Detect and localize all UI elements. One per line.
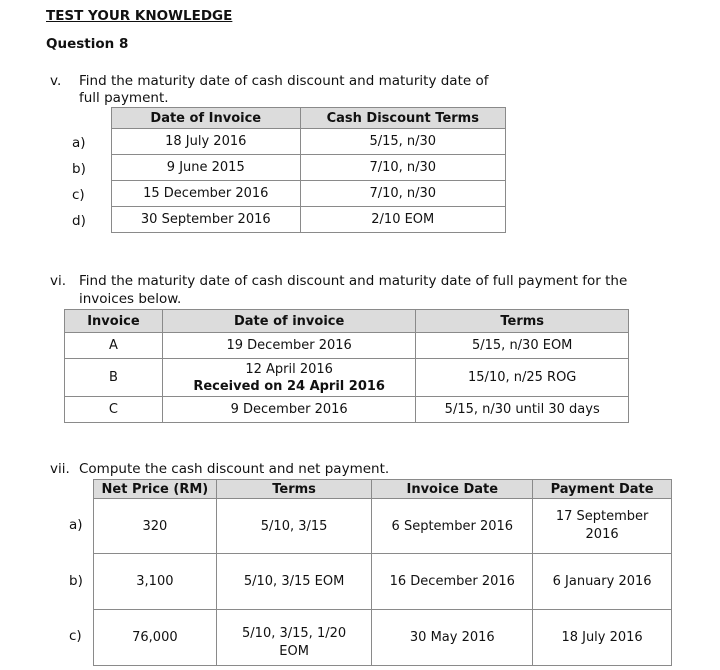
- table-row: [65, 397, 629, 423]
- payment-date-line1: 17 September: [555, 509, 649, 524]
- table-row: [112, 207, 506, 233]
- invoice-date-cell: 30 May 2016: [372, 610, 533, 666]
- terms-line1: 5/10, 3/15, 1/20: [242, 625, 347, 641]
- invoice-id-cell: C: [65, 397, 163, 423]
- section-v-table: [111, 107, 506, 233]
- header-net-price: Net Price (RM): [94, 480, 217, 499]
- section-v-instruction-line2: full payment.: [79, 90, 169, 106]
- terms-cell: [216, 610, 372, 666]
- terms-cell: 15/10, n/25 ROG: [416, 359, 629, 397]
- invoice-date-cell: 9 June 2015: [112, 155, 301, 181]
- header-invoice-date: Invoice Date: [372, 480, 533, 499]
- received-date-text: Received on 24 April 2016: [193, 378, 385, 394]
- row-label-a: a): [69, 517, 83, 533]
- invoice-id-cell: B: [65, 359, 163, 397]
- terms-cell: 5/15, n/30 until 30 days: [416, 397, 629, 423]
- header-invoice: Invoice: [65, 310, 163, 333]
- header-cash-discount-terms: Cash Discount Terms: [300, 108, 505, 129]
- section-vi-instruction-line1: Find the maturity date of cash discount and maturity date of full payment for the: [79, 273, 628, 289]
- invoice-date-cell: 15 December 2016: [112, 181, 301, 207]
- table-row: [112, 181, 506, 207]
- terms-cell: 5/15, n/30: [300, 129, 505, 155]
- row-label-c: c): [69, 628, 82, 644]
- invoice-date-cell: 18 July 2016: [112, 129, 301, 155]
- header-date-of-invoice: Date of invoice: [162, 310, 416, 333]
- payment-date-line2: 2016: [585, 527, 619, 542]
- section-vii-instruction-line1: Compute the cash discount and net payment.: [79, 461, 390, 477]
- invoice-date-text: 12 April 2016: [245, 361, 333, 377]
- section-vi-number: vi.: [50, 273, 67, 289]
- table-row: [112, 155, 506, 181]
- terms-cell: 7/10, n/30: [300, 155, 505, 181]
- table-row: [94, 499, 672, 554]
- invoice-date-cell: 9 December 2016: [162, 397, 416, 423]
- payment-date-cell: 6 January 2016: [533, 554, 672, 610]
- invoice-date-cell: 6 September 2016: [372, 499, 533, 554]
- net-price-cell: 320: [94, 499, 217, 554]
- header-date-of-invoice: Date of Invoice: [112, 108, 301, 129]
- question-label: Question 8: [46, 36, 129, 52]
- terms-line2: EOM: [279, 643, 309, 659]
- terms-cell: 2/10 EOM: [300, 207, 505, 233]
- section-vi-instruction-line2: invoices below.: [79, 291, 182, 307]
- table-row: [94, 610, 672, 666]
- terms-cell: 5/10, 3/15 EOM: [216, 554, 372, 610]
- payment-date-cell: [533, 499, 672, 554]
- invoice-date-cell: 19 December 2016: [162, 333, 416, 359]
- row-label-b: b): [72, 161, 86, 177]
- invoice-date-cell: [162, 359, 416, 397]
- table-row: [65, 333, 629, 359]
- section-vii-number: vii.: [50, 461, 70, 477]
- header-terms: Terms: [416, 310, 629, 333]
- row-label-b: b): [69, 573, 83, 589]
- payment-date-cell: 18 July 2016: [533, 610, 672, 666]
- invoice-date-cell: 30 September 2016: [112, 207, 301, 233]
- row-label-a: a): [72, 135, 86, 151]
- terms-cell: 5/15, n/30 EOM: [416, 333, 629, 359]
- table-row: [94, 554, 672, 610]
- net-price-cell: 76,000: [94, 610, 217, 666]
- section-vii-table: [93, 479, 672, 666]
- section-v-number: v.: [50, 73, 62, 89]
- section-v-instruction-line1: Find the maturity date of cash discount and maturity date of: [79, 73, 489, 89]
- invoice-date-cell: 16 December 2016: [372, 554, 533, 610]
- terms-cell: 5/10, 3/15: [216, 499, 372, 554]
- net-price-cell: 3,100: [94, 554, 217, 610]
- row-label-c: c): [72, 187, 85, 203]
- row-label-d: d): [72, 213, 86, 229]
- header-terms: Terms: [216, 480, 372, 499]
- table-row: [65, 359, 629, 397]
- terms-cell: 7/10, n/30: [300, 181, 505, 207]
- section-vi-table: [64, 309, 629, 423]
- invoice-id-cell: A: [65, 333, 163, 359]
- table-row: [112, 129, 506, 155]
- page-title: TEST YOUR KNOWLEDGE: [46, 8, 233, 24]
- header-payment-date: Payment Date: [533, 480, 672, 499]
